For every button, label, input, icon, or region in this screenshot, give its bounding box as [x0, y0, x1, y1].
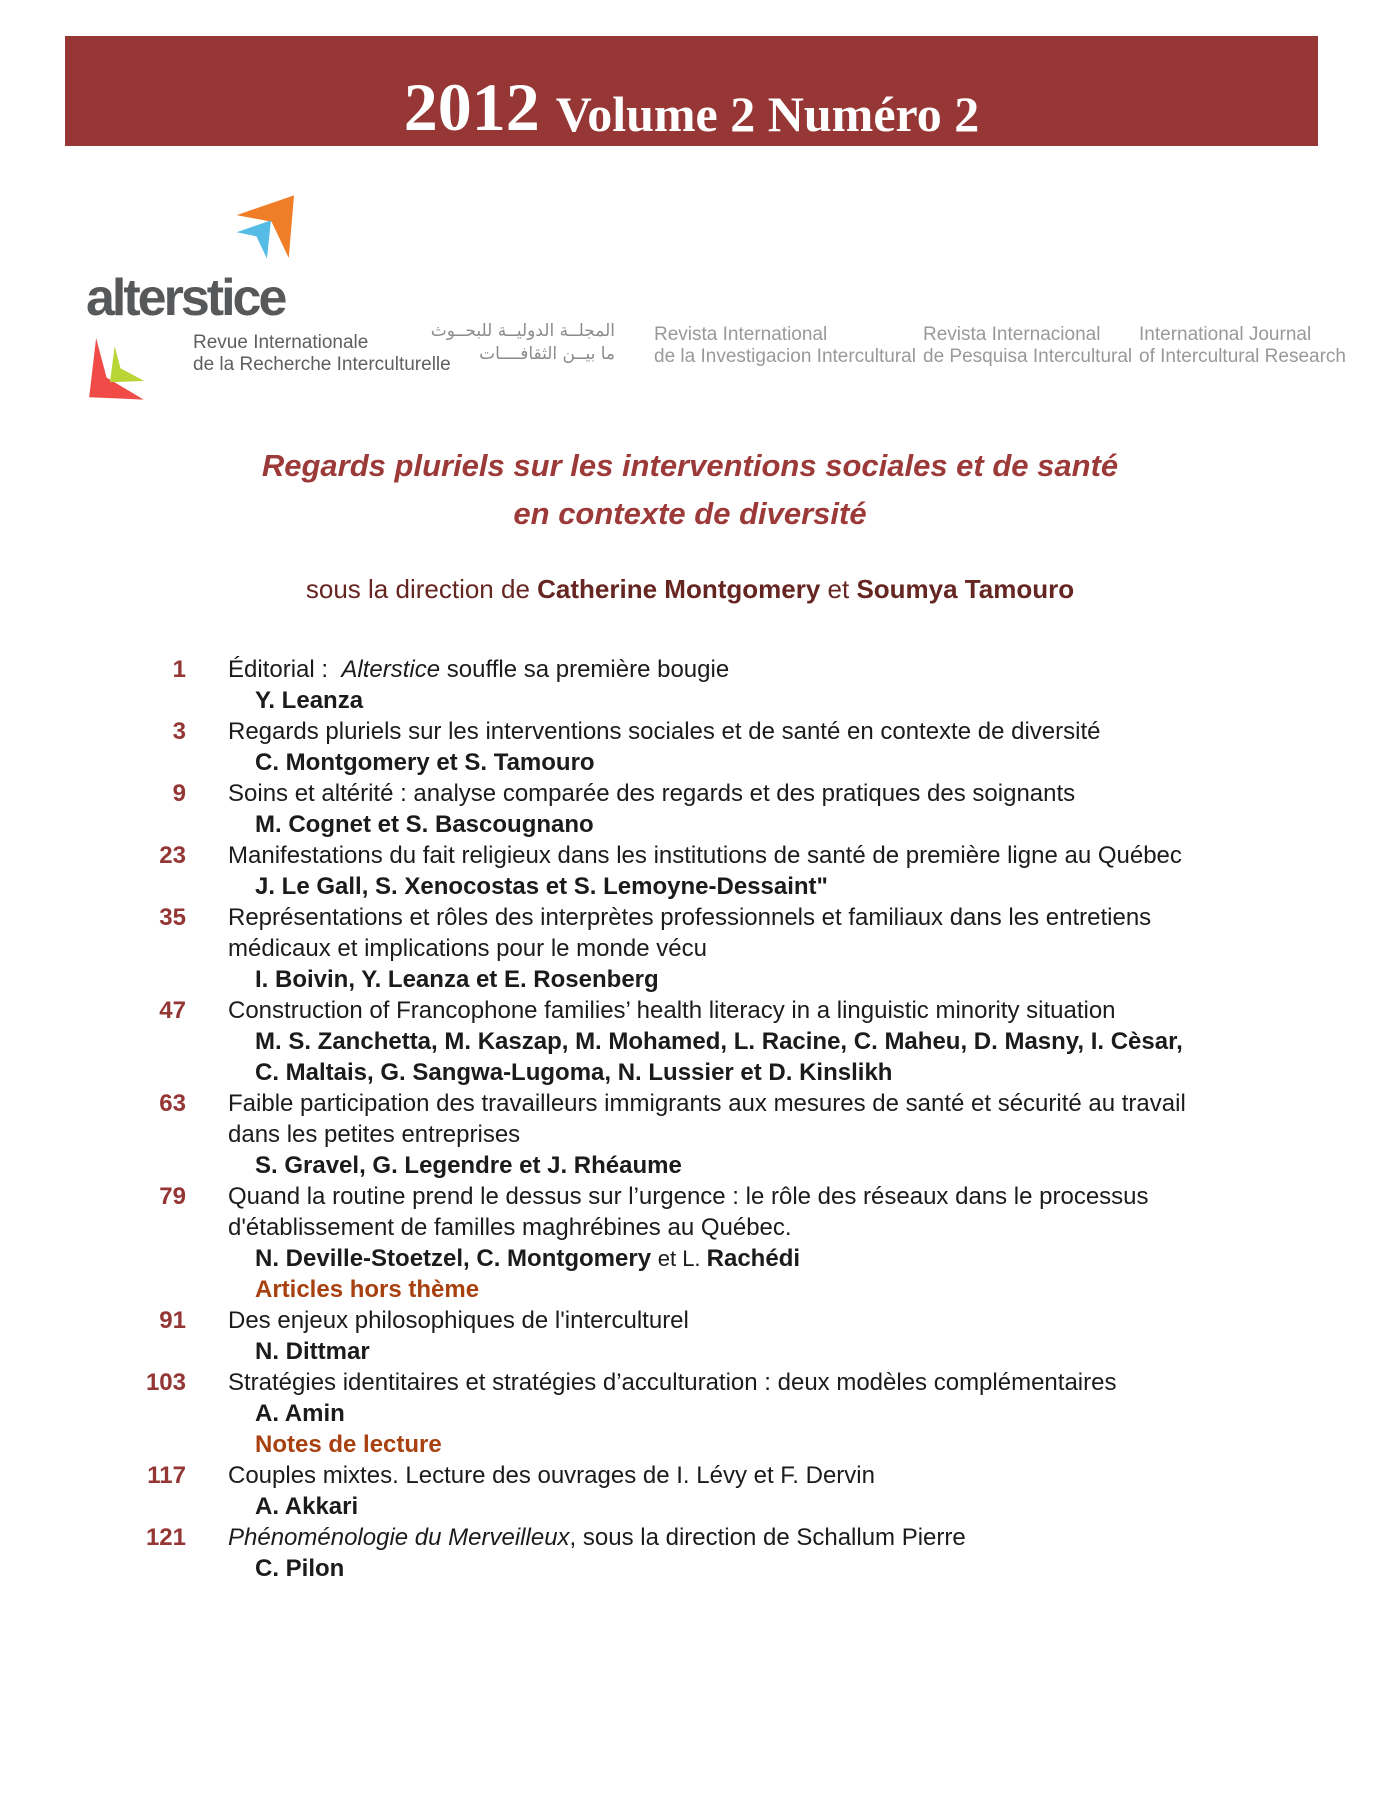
- issue-theme-title-line2: en contexte de diversité: [513, 496, 867, 531]
- toc-article-authors: C. Maltais, G. Sangwa-Lugoma, N. Lussier et D. Kinslikh: [255, 1059, 893, 1086]
- toc-article-authors: J. Le Gall, S. Xenocostas et S. Lemoyne-Dessaint": [255, 873, 828, 900]
- subtitle-ar-line2: ما بيــن الثقافــــات: [479, 344, 615, 364]
- toc-article-title: Éditorial : Alterstice souffle sa première bougie: [228, 656, 730, 683]
- editors-prefix: sous la direction de: [305, 574, 538, 604]
- journal-subtitle-english: [1139, 324, 1346, 368]
- toc-article-authors: A. Akkari: [255, 1493, 359, 1520]
- toc-entry-body: [228, 1522, 966, 1584]
- toc-article-authors: M. S. Zanchetta, M. Kaszap, M. Mohamed, L. Racine, C. Maheu, D. Masny, I. Cèsar,: [255, 1028, 1183, 1055]
- toc-entry-body: [228, 1460, 875, 1522]
- journal-subtitle-arabic: [425, 320, 615, 366]
- toc-entry: [140, 716, 1320, 778]
- subtitle-ar-line1: المجلــة الدوليــة للبحــوث: [430, 321, 615, 341]
- toc-entry: [140, 1181, 1320, 1274]
- banner-year: 2012: [403, 69, 540, 146]
- subtitle-es-line1: Revista International: [654, 324, 828, 345]
- subtitle-fr-line1: Revue Internationale: [193, 332, 369, 353]
- toc-entry: [140, 778, 1320, 840]
- toc-page-number: 103: [145, 1369, 186, 1396]
- toc-entry-body: [228, 1181, 1149, 1274]
- journal-subtitle-portuguese: [923, 324, 1132, 368]
- toc-article-title: Construction of Francophone families’ health literacy in a linguistic minority situation: [228, 997, 1116, 1024]
- issue-theme-title: [95, 442, 1285, 538]
- toc-article-authors: S. Gravel, G. Legendre et J. Rhéaume: [255, 1152, 682, 1179]
- toc-article-title: Faible participation des travailleurs immigrants aux mesures de santé et sécurité au travail: [228, 1090, 1186, 1117]
- editor-name-1: Catherine Montgomery: [537, 574, 821, 604]
- editors-line: [95, 574, 1285, 605]
- subtitle-en-line1: International Journal: [1139, 324, 1312, 345]
- journal-logo-wordmark: alterstice: [86, 269, 285, 327]
- logo-arrow-top-icon: [228, 194, 298, 260]
- toc-article-authors: C. Montgomery et S. Tamouro: [255, 749, 595, 776]
- toc-page-number: 47: [159, 997, 186, 1024]
- toc-article-title: médicaux et implications pour le monde vécu: [228, 935, 707, 962]
- toc-page-number: 79: [159, 1183, 186, 1210]
- toc-article-title: Manifestations du fait religieux dans les institutions de santé de première ligne au Québec: [228, 842, 1182, 869]
- toc-page-number: 91: [159, 1307, 186, 1334]
- toc-article-title: Phénoménologie du Merveilleux, sous la direction de Schallum Pierre: [228, 1524, 966, 1551]
- toc-entry: [140, 995, 1320, 1088]
- toc-article-title: dans les petites entreprises: [228, 1121, 521, 1148]
- journal-subtitle-spanish: [654, 324, 916, 368]
- toc-article-authors: M. Cognet et S. Bascougnano: [255, 811, 594, 838]
- toc-page-number: 121: [145, 1524, 186, 1551]
- toc-entry: [140, 654, 1320, 716]
- toc-page-number: 117: [147, 1462, 186, 1489]
- toc-entry-body: [228, 778, 1075, 840]
- toc-page-number: 9: [172, 780, 186, 807]
- subtitle-es-line2: de la Investigacion Intercultural: [654, 346, 916, 367]
- toc-article-authors: N. Dittmar: [255, 1338, 370, 1365]
- toc-article-title: Regards pluriels sur les interventions sociales et de santé en contexte de diversité: [228, 718, 1101, 745]
- issue-theme-title-line1: Regards pluriels sur les interventions sociales et de santé: [261, 448, 1119, 483]
- toc-entry-body: [228, 1088, 1186, 1181]
- subtitle-en-line2: of Intercultural Research: [1139, 346, 1346, 367]
- toc-article-title: Des enjeux philosophiques de l'interculturel: [228, 1307, 689, 1334]
- toc-entry: [140, 840, 1320, 902]
- toc-list: [140, 654, 1320, 1584]
- toc-entry-body: [228, 1367, 1116, 1429]
- toc-entry: [140, 1305, 1320, 1367]
- toc-page-number: 23: [159, 842, 186, 869]
- toc-entry: [140, 1088, 1320, 1181]
- toc-entry: [140, 1367, 1320, 1429]
- toc-article-authors: N. Deville-Stoetzel, C. Montgomery et L. Rachédi: [255, 1245, 801, 1272]
- toc-article-authors: C. Pilon: [255, 1555, 345, 1582]
- editors-connector: et: [820, 574, 857, 604]
- toc-article-title: Couples mixtes. Lecture des ouvrages de I. Lévy et F. Dervin: [228, 1462, 875, 1489]
- banner-volume-number: Volume 2 Numéro 2: [555, 85, 980, 142]
- subtitle-pt-line2: de Pesquisa Intercultural: [923, 346, 1133, 367]
- toc-page-number: 63: [159, 1090, 186, 1117]
- toc-page-number: 3: [172, 718, 186, 745]
- toc-page-number: 1: [172, 656, 186, 683]
- toc-article-authors: A. Amin: [255, 1400, 345, 1427]
- toc-entry-body: [228, 840, 1182, 902]
- toc-article-title: Représentations et rôles des interprètes professionnels et familiaux dans les entretiens: [228, 904, 1152, 931]
- toc-entry: [140, 1460, 1320, 1522]
- editor-name-2: Soumya Tamouro: [856, 574, 1075, 604]
- toc-article-authors: I. Boivin, Y. Leanza et E. Rosenberg: [255, 966, 659, 993]
- journal-subtitle-french: [193, 332, 451, 376]
- logo-arrow-bottom-icon: [88, 338, 146, 402]
- toc-article-authors: Y. Leanza: [255, 687, 364, 714]
- toc-entry: [140, 1522, 1320, 1584]
- toc-section-heading: Notes de lecture: [255, 1431, 442, 1458]
- toc-page-number: 35: [159, 904, 186, 931]
- toc-article-title: Soins et altérité : analyse comparée des regards et des pratiques des soignants: [228, 780, 1076, 807]
- toc-entry-body: [228, 902, 1151, 995]
- toc-entry-body: [228, 654, 729, 716]
- toc-entry-body: [228, 995, 1183, 1088]
- toc-entry-body: [228, 716, 1100, 778]
- issue-banner: [65, 36, 1318, 146]
- toc-entry: [140, 902, 1320, 995]
- toc-article-title: Stratégies identitaires et stratégies d’acculturation : deux modèles complémentaires: [228, 1369, 1117, 1396]
- subtitle-pt-line1: Revista Internacional: [923, 324, 1101, 345]
- toc-section-heading: Articles hors thème: [255, 1276, 480, 1303]
- toc-entry-body: [228, 1305, 689, 1367]
- toc-article-title: Quand la routine prend le dessus sur l’urgence : le rôle des réseaux dans le processus: [228, 1183, 1149, 1210]
- subtitle-fr-line2: de la Recherche Interculturelle: [193, 354, 451, 375]
- toc-article-title: d'établissement de familles maghrébines au Québec.: [228, 1214, 792, 1241]
